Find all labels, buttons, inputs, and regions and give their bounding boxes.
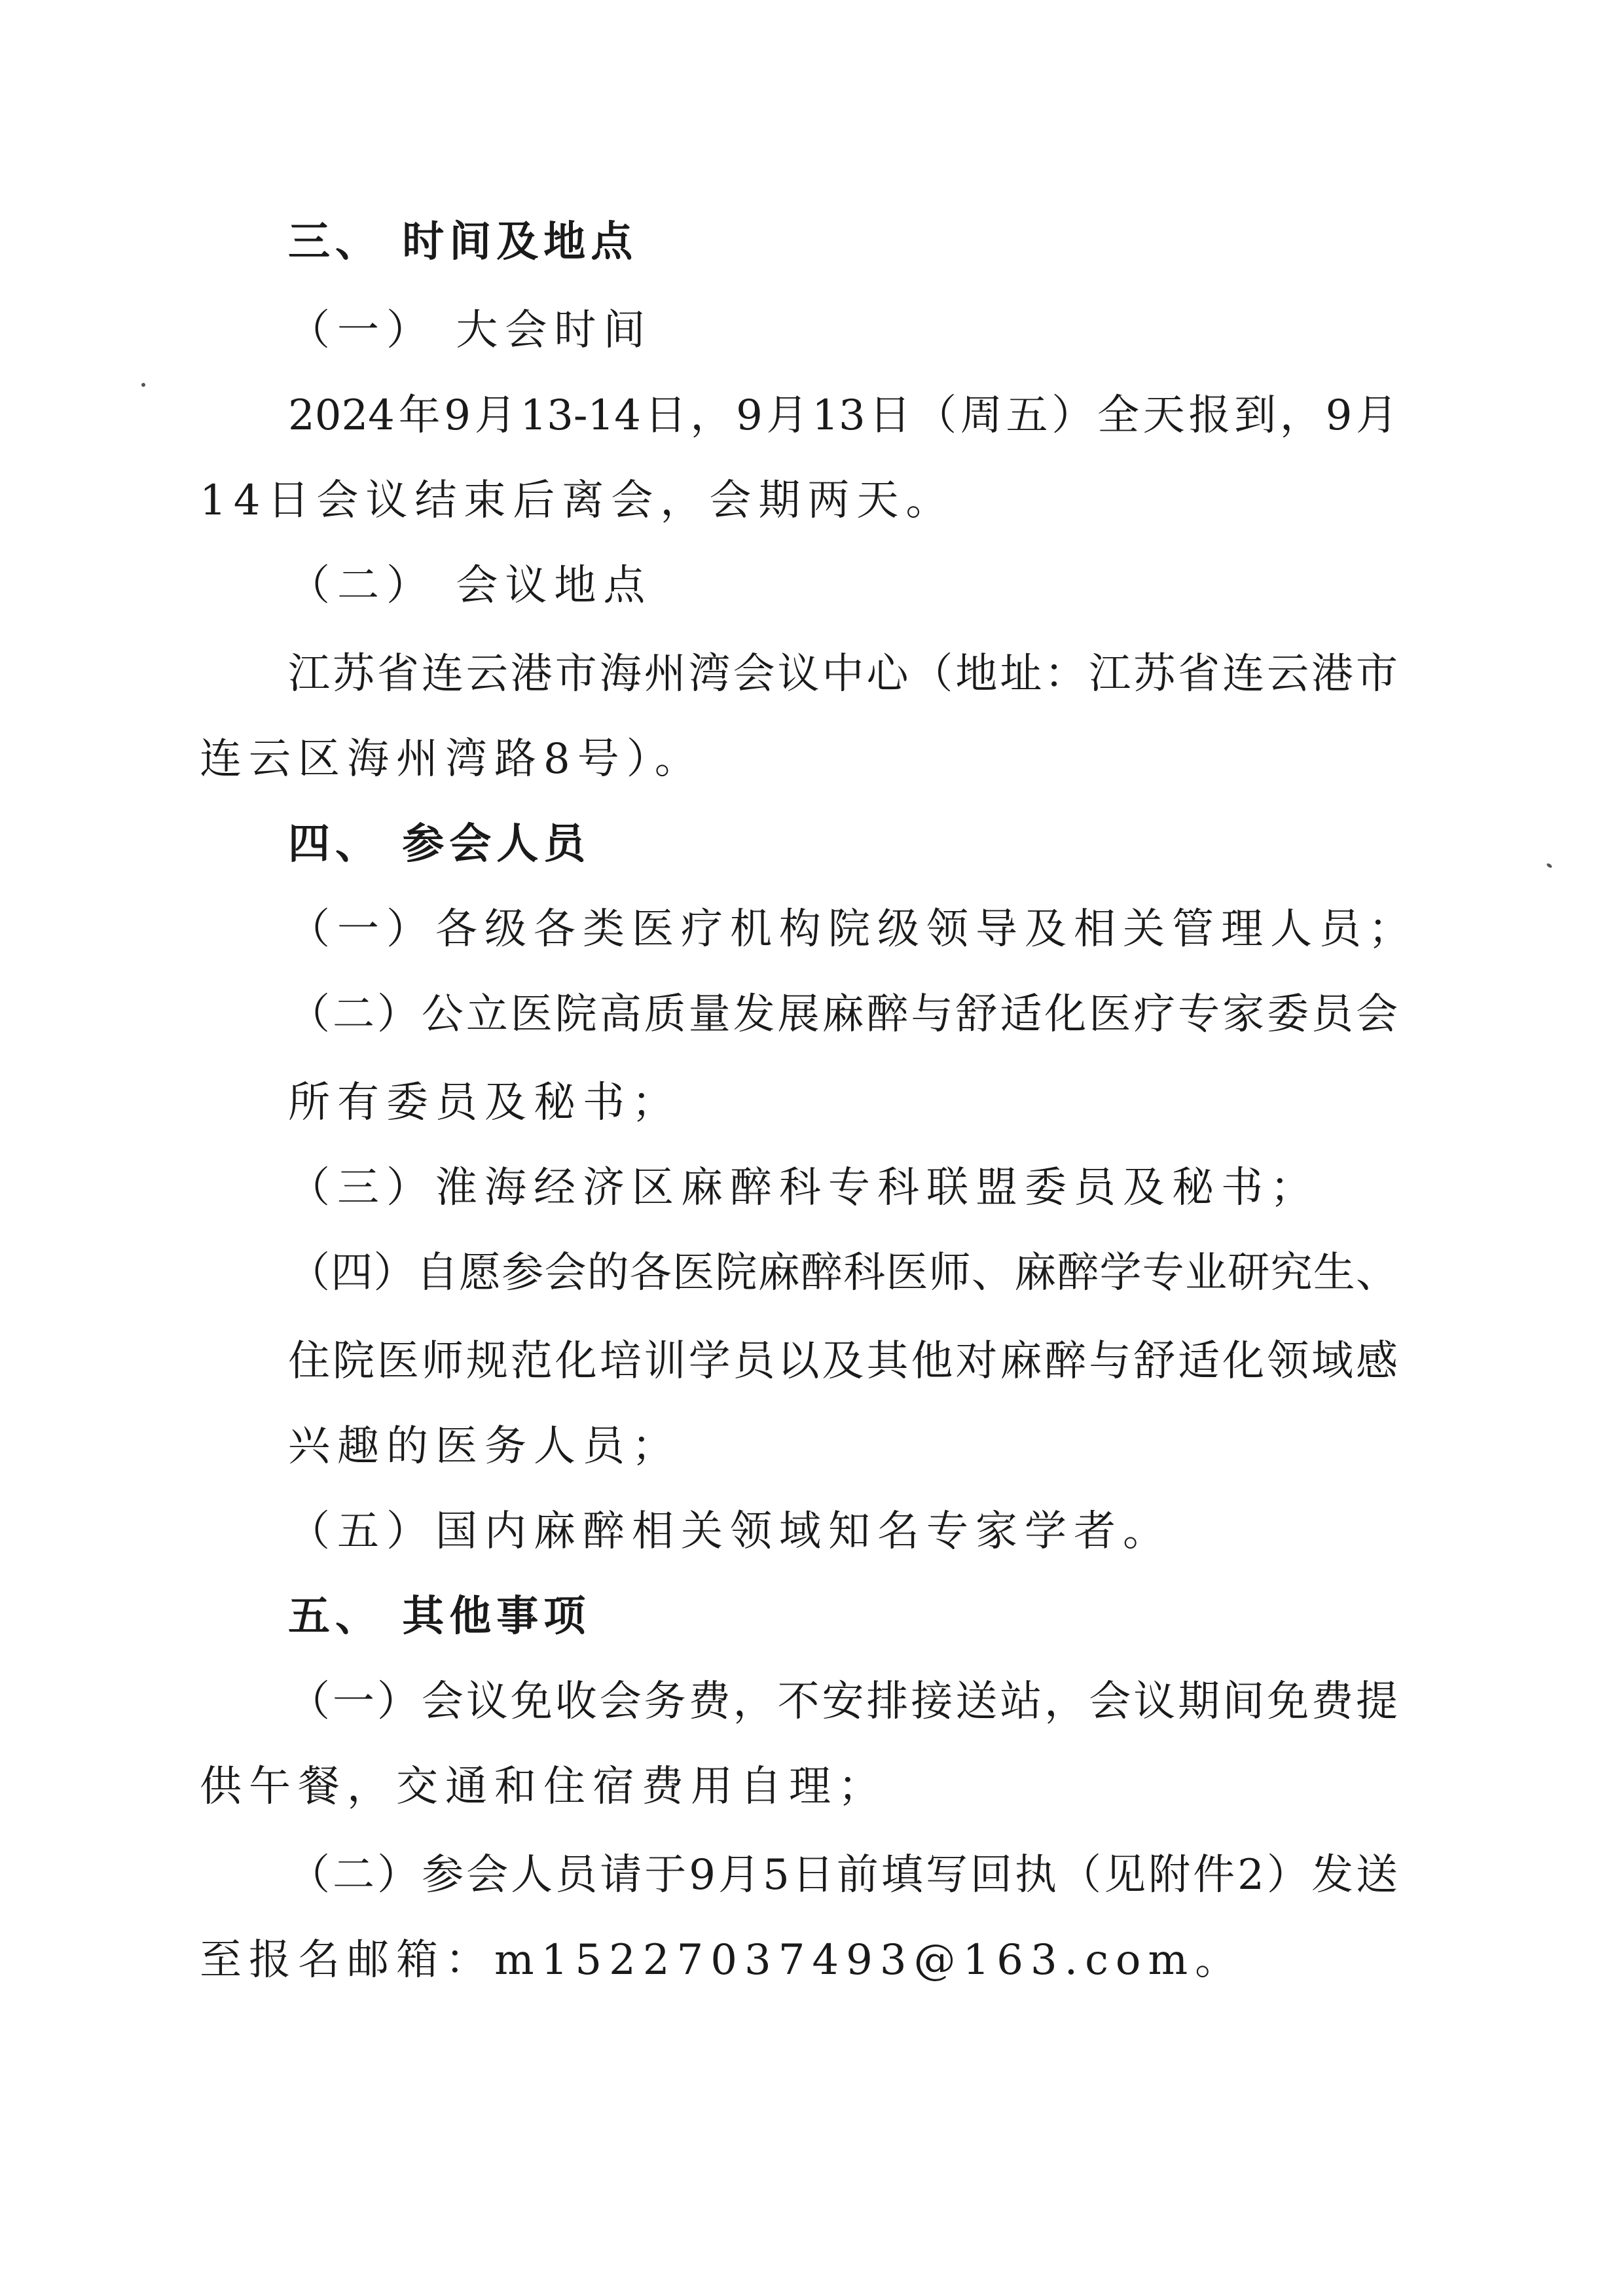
list-item: （二）公立医院高质量发展麻醉与舒适化医疗专家委员会 <box>288 990 1398 1039</box>
list-item-continuation-email: 至报名邮箱：m15227037493@163.com。 <box>200 1936 1245 1984</box>
section-heading-attendees: 四、 参会人员 <box>288 820 591 869</box>
list-item-continuation: 住院医师规范化培训学员以及其他对麻醉与舒适化领域感 <box>288 1337 1398 1386</box>
list-item: （四）自愿参会的各医院麻醉科医师、麻醉学专业研究生、 <box>288 1249 1398 1297</box>
list-item-continuation: 供午餐，交通和住宿费用自理； <box>200 1763 887 1811</box>
list-item-continuation: 所有委员及秘书； <box>288 1079 681 1127</box>
section-heading-other-matters: 五、 其他事项 <box>288 1592 591 1641</box>
list-item: （二）参会人员请于9月5日前填写回执（见附件2）发送 <box>288 1851 1398 1899</box>
paragraph-line: 连云区海州湾路8号）。 <box>200 735 704 783</box>
subsection-heading-conference-time: （一） 大会时间 <box>288 306 653 355</box>
paragraph-line: 14日会议结束后离会，会期两天。 <box>200 476 955 525</box>
list-item: （三）淮海经济区麻醉科专科联盟委员及秘书； <box>288 1164 1319 1212</box>
list-item: （五）国内麻醉相关领域知名专家学者。 <box>288 1507 1172 1556</box>
section-heading-time-place: 三、 时间及地点 <box>288 218 638 266</box>
subsection-heading-conference-venue: （二） 会议地点 <box>288 562 653 610</box>
scan-speck <box>141 383 145 387</box>
paragraph-line: 2024年9月13-14日，9月13日（周五）全天报到，9月 <box>288 391 1398 440</box>
scan-speck <box>1546 863 1552 869</box>
list-item-continuation: 兴趣的医务人员； <box>288 1422 681 1471</box>
paragraph-line: 江苏省连云港市海州湾会议中心（地址：江苏省连云港市 <box>288 650 1398 698</box>
list-item: （一）各级各类医疗机构院级领导及相关管理人员； <box>288 905 1417 954</box>
list-item: （一）会议免收会务费，不安排接送站，会议期间免费提 <box>288 1677 1398 1726</box>
